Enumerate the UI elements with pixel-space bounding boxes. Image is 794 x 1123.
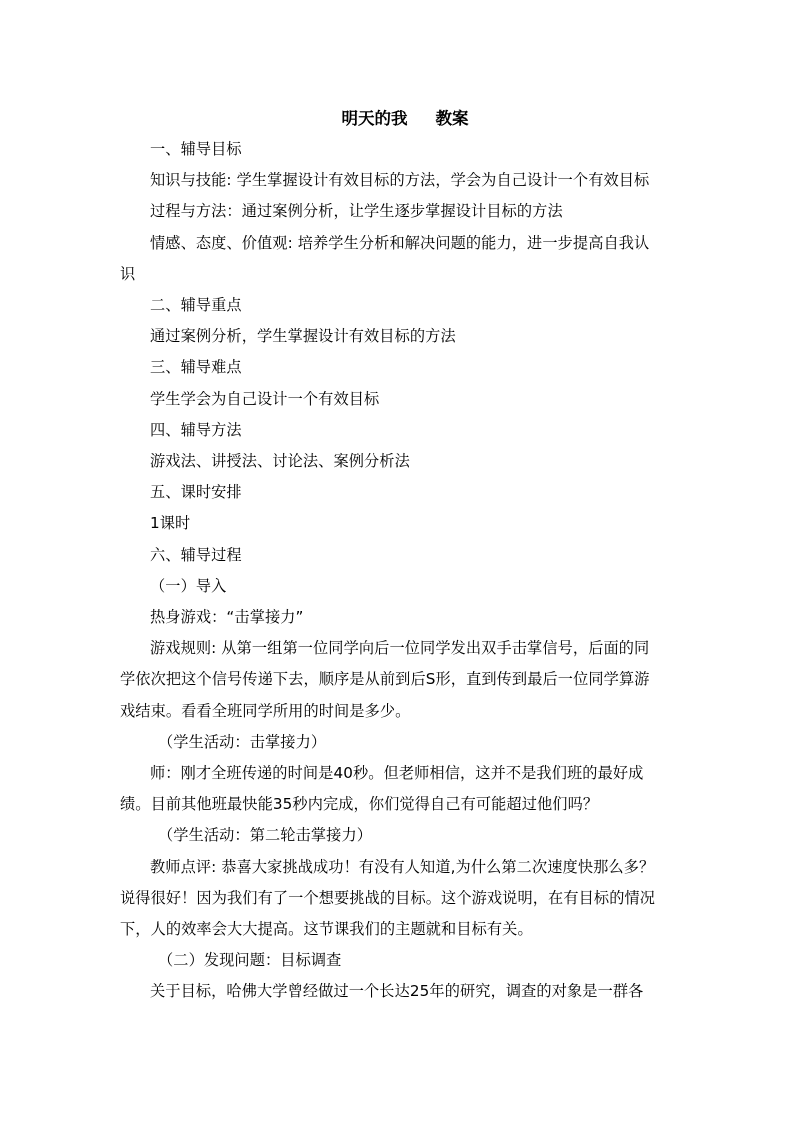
game-rules-line-3: 戏结束。看看全班同学所用的时间是多少。 [120,701,411,720]
methods-text: 游戏法、讲授法、讨论法、案例分析法 [150,452,410,471]
section-heading-methods: 四、辅导方法 [150,420,242,439]
teacher-comment-line-2: 说得很好！因为我们有了一个想要挑战的目标。这个游戏说明，在有目标的情况 [120,888,656,907]
title-main: 明天的我 [341,109,408,128]
game-rules-line-1: 游戏规则: 从第一组第一位同学向后一位同学发出双手击掌信号，后面的同 [150,639,650,658]
goal-process-method: 过程与方法：通过案例分析，让学生逐步掌握设计目标的方法 [150,202,563,221]
student-activity-1: （学生活动：击掌接力） [158,732,327,751]
page-title [120,104,676,134]
section-heading-goals: 一、辅导目标 [150,140,242,158]
title-suffix: 教案 [435,109,469,128]
subsection-heading-discover: （二）发现问题：目标调查 [158,951,342,970]
harvard-study-line-1: 关于目标，哈佛大学曾经做过一个长达25年的研究，调查的对象是一群各 [150,982,644,1001]
game-rules-line-2: 学依次把这个信号传递下去，顺序是从前到后S形，直到传到最后一位同学算游 [120,670,650,689]
teacher-line-1: 师：刚才全班传递的时间是40秒。但老师相信，这并不是我们班的最好成 [150,764,644,783]
warmup-game-title: 热身游戏：“击掌接力” [150,608,304,627]
goal-emotion-attitude: 情感、态度、价值观: 培养学生分析和解决问题的能力，进一步提高自我认 [150,233,650,252]
subsection-heading-intro: （一）导入 [150,576,227,595]
teacher-comment-line-1: 教师点评: 恭喜大家挑战成功！有没有人知道,为什么第二次速度快那么多？ [150,857,655,876]
student-activity-2: （学生活动：第二轮击掌接力） [158,826,373,845]
key-points-text: 通过案例分析，学生掌握设计有效目标的方法 [150,327,456,346]
difficulties-text: 学生学会为自己设计一个有效目标 [150,389,380,408]
section-heading-process: 六、辅导过程 [150,545,242,564]
teacher-comment-line-3: 下，人的效率会大大提高。这节课我们的主题就和目标有关。 [120,920,533,939]
schedule-text: 1课时 [150,514,191,533]
teacher-line-2: 绩。目前其他班最快能35秒内完成，你们觉得自己有可能超过他们吗？ [120,795,599,814]
document-body [120,104,676,1008]
goal-knowledge-skills: 知识与技能: 学生掌握设计有效目标的方法，学会为自己设计一个有效目标 [150,171,650,190]
goal-emotion-attitude-continued: 识 [120,264,136,283]
section-heading-schedule: 五、课时安排 [150,483,242,502]
section-heading-key-points: 二、辅导重点 [150,296,242,315]
section-heading-difficulties: 三、辅导难点 [150,358,242,377]
